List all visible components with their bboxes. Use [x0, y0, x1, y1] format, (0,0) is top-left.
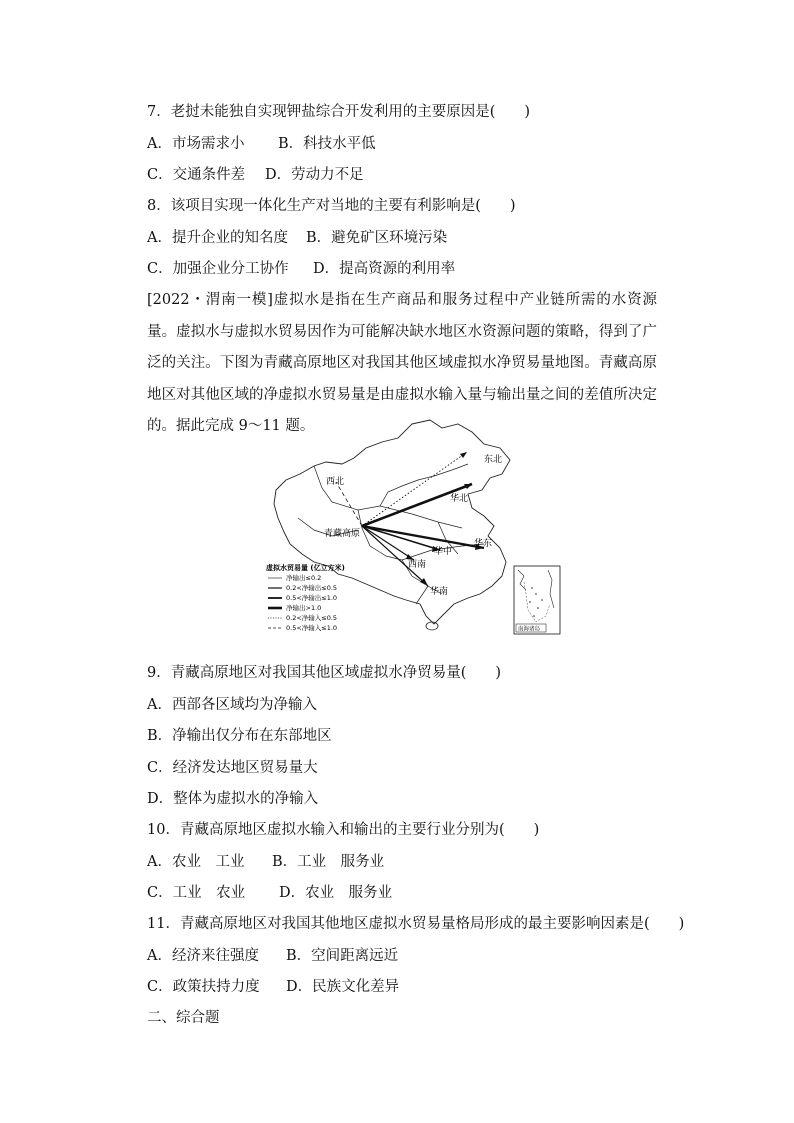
- label-central: 华中: [434, 547, 453, 557]
- question-9-option-d: D．整体为虚拟水的净输入: [147, 791, 319, 807]
- label-north: 华北: [450, 494, 469, 504]
- label-south: 华南: [430, 587, 449, 597]
- flow-to-north: [362, 484, 472, 526]
- question-8-option-d: D．提高资源的利用率: [313, 261, 456, 277]
- legend-item-2: 0.2<净输出≤0.5: [286, 584, 338, 592]
- label-northeast: 东北: [484, 455, 503, 465]
- question-8-stem: 8．该项目实现一体化生产对当地的主要有利影响是( ): [147, 198, 516, 214]
- question-9-option-a: A．西部各区域均为净输入: [147, 697, 317, 713]
- label-east: 华东: [474, 539, 493, 549]
- question-7-option-c: C．交通条件差: [147, 167, 246, 183]
- question-7-option-a: A．市场需求小: [147, 136, 245, 152]
- legend-item-3: 0.5<净输出≤1.0: [286, 594, 338, 602]
- legend-item-4: 净输出>1.0: [286, 604, 322, 612]
- legend-item-1: 净输出≤0.2: [286, 574, 322, 582]
- question-10-option-b: B．工业 服务业: [272, 854, 385, 870]
- section-2-heading: 二、综合题: [147, 1010, 220, 1026]
- map-legend: [266, 563, 345, 632]
- label-southwest: 西南: [408, 560, 427, 570]
- legend-title: 虚拟水贸易量 (亿立方米): [266, 564, 345, 572]
- question-7-option-d: D．劳动力不足: [265, 167, 364, 183]
- question-9-option-c: C．经济发达地区贸易量大: [147, 760, 318, 776]
- label-plateau: 青藏高原: [324, 529, 361, 539]
- question-7-option-b: B．科技水平低: [278, 136, 376, 152]
- question-11-option-c: C．政策扶持力度: [147, 979, 260, 995]
- hainan-island: [426, 622, 438, 630]
- south-sea-inset: [514, 566, 560, 634]
- question-11-stem: 11．青藏高原地区对我国其他地区虚拟水贸易量格局形成的最主要影响因素是( ): [147, 916, 685, 932]
- question-7-stem: 7．老挝未能独自实现钾盐综合开发利用的主要原因是( ): [147, 104, 531, 120]
- legend-item-6: 0.5<净输入≤1.0: [286, 624, 338, 632]
- question-8-option-a: A．提升企业的知名度: [147, 230, 288, 246]
- question-10-option-d: D．农业 服务业: [279, 885, 393, 901]
- label-northwest: 西北: [326, 477, 345, 487]
- question-11-option-a: A．经济来往强度: [147, 948, 259, 964]
- question-10-option-a: A．农业 工业: [147, 854, 245, 870]
- question-11-option-d: D．民族文化差异: [286, 979, 400, 995]
- virtual-water-map: [262, 418, 562, 636]
- legend-item-5: 0.2<净输入≤0.5: [286, 614, 338, 622]
- question-8-option-c: C．加强企业分工协作: [147, 261, 289, 277]
- question-11-option-b: B．空间距离远近: [286, 948, 399, 964]
- inset-label: 南海诸岛: [518, 626, 541, 633]
- question-9-stem: 9．青藏高原地区对我国其他区域虚拟水净贸易量( ): [147, 665, 502, 681]
- question-9-option-b: B．净输出仅分布在东部地区: [147, 728, 332, 744]
- question-8-option-b: B．避免矿区环境污染: [306, 230, 448, 246]
- flow-to-northwest: [336, 482, 362, 526]
- passage-paragraph: [2022・渭南一模]虚拟水是指在生产商品和服务过程中产业链所需的水资源量。虚拟水与虚拟水贸易因作为可能解决缺水地区水资源问题的策略，得到了广泛的关注。下图为青藏高原地区对我国其他区域虚拟水净贸易量地图。青藏高原地区对其他区域的净虚拟水贸易量是由虚拟水输入量与输出量之间的差值所决定的。据此完成 9～11 题。: [147, 292, 657, 434]
- question-10-stem: 10．青藏高原地区虚拟水输入和输出的主要行业分别为( ): [147, 822, 540, 838]
- question-10-option-c: C．工业 农业: [147, 885, 246, 901]
